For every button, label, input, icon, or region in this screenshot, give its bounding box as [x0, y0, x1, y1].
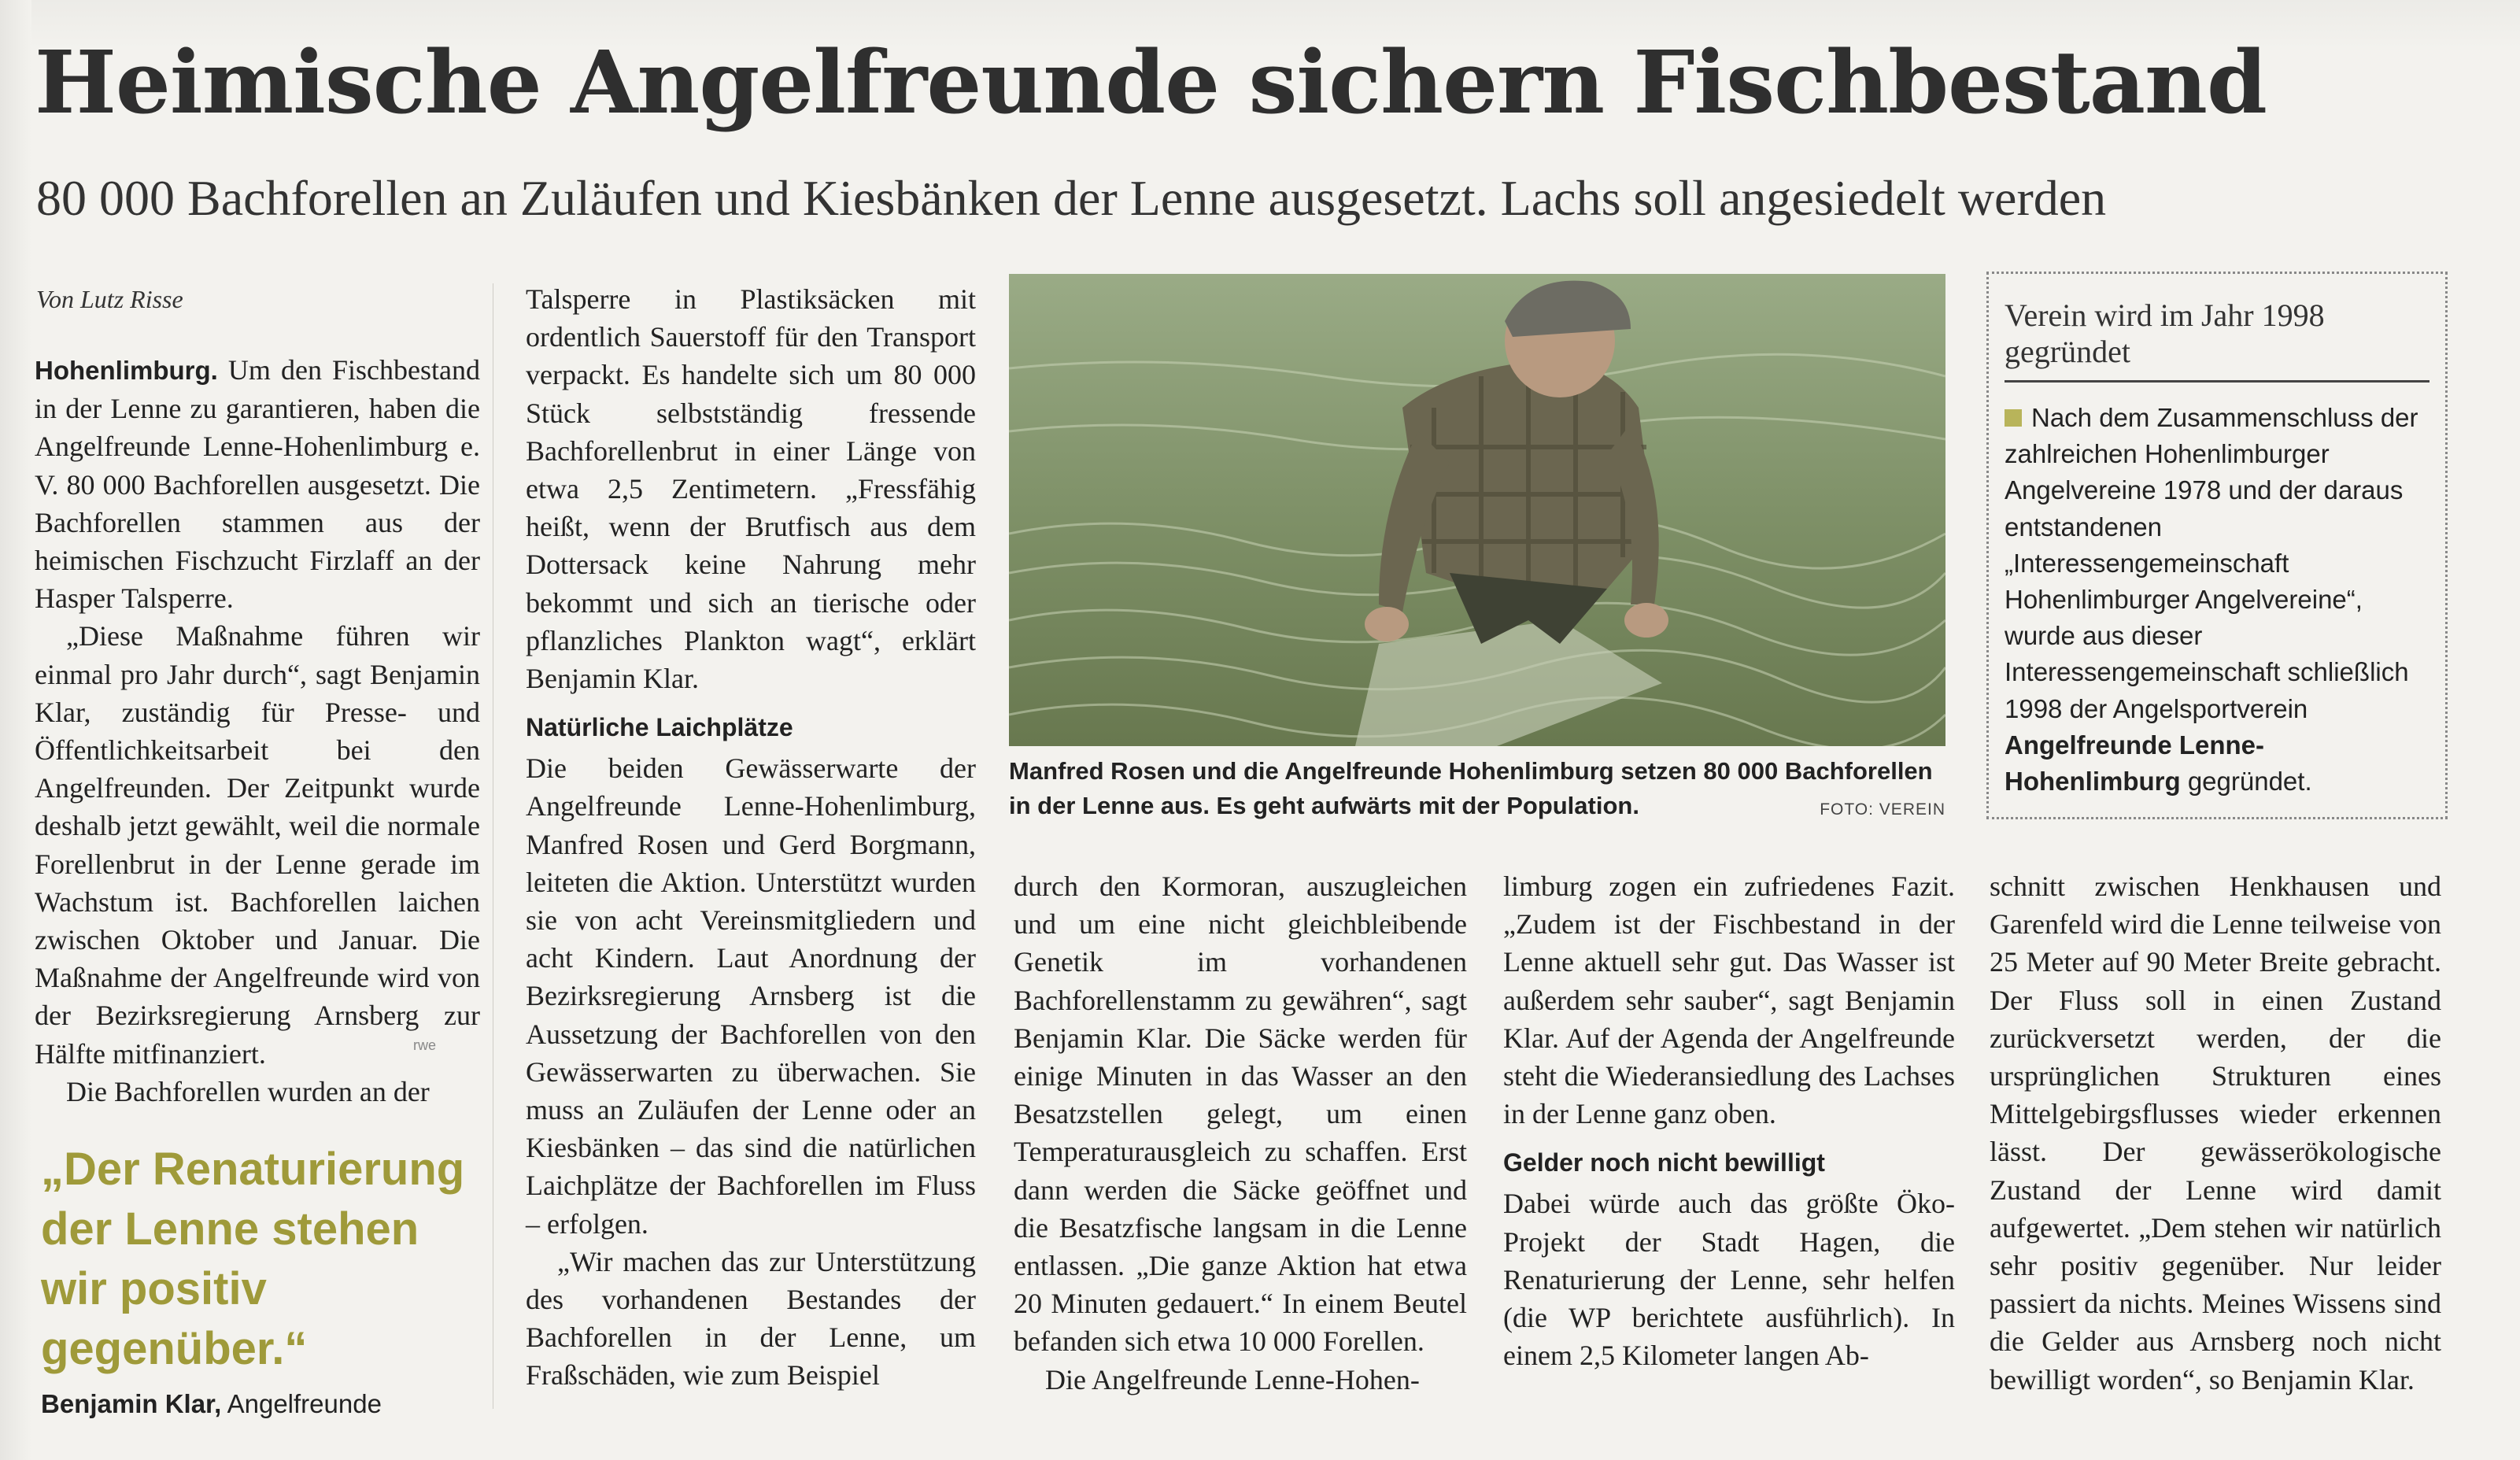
article-column-4: [1503, 867, 1955, 1374]
square-bullet-icon: [2005, 409, 2022, 427]
article-column-3: [1014, 867, 1467, 1399]
paragraph: „Diese Maßnahme führen wir einmal pro Jahr durch“, sagt Benjamin Klar, zuständig für Presse- und Öffentlichkeitsarbeit bei den Angelfreunden. Der Zeitpunkt wurde deshalb jetzt gewählt, weil die normale Forellenbrut in der Lenne gerade im Wachstum ist. Bachforellen laichen zwischen Oktober und Januar. Die Maßnahme der Angelfreunde wird von der Bezirksregierung Arnsberg zur Hälfte mitfinanziert.: [35, 620, 480, 1070]
paragraph: Die beiden Gewässerwarte der Angelfreunde Lenne-Hohenlimburg, Manfred Rosen und Gerd Borgmann, leiteten die Aktion. Unterstützt wurden sie von acht Vereinsmitgliedern und acht Kindern. Laut Anordnung der Bezirksregierung Arnsberg ist die Aussetzung der Bachforellen von den Gewässerwarten zu überwachen. Sie muss an Zuläufen der Lenne oder an Kiesbänken – das sind die natürlichen Laichplätze der Bachforellen im Fluss – erfolgen.: [526, 752, 976, 1240]
pull-quote-source: Benjamin Klar, Angelfreunde: [41, 1389, 382, 1418]
info-box-text: Nach dem Zusammenschluss der zahlreichen Hohenlimburger Angelvereine 1978 und der daraus entstandenen „Interessengemeinschaft Hohenlimburger Angelvereine“, wurde aus dieser Interessengemeinschaft schließlich 1998 der Angelsportverein Angelfreunde Lenne-Hohenlimburg gegründet.: [2005, 403, 2418, 797]
article-column-2: [526, 280, 976, 1395]
article-photo: [1009, 274, 1945, 746]
paragraph: Talsperre in Plastiksäcken mit ordentlich Sauerstoff für den Transport verpackt. Es handelte sich um 80 000 Stück selbstständig fressende Bachforellenbrut in einer Länge von etwa 2,5 Zentimetern. „Fressfähig heißt, wenn der Brutfisch aus dem Dottersack keine Nahrung mehr bekommt und sich an tierische oder pflanzliches Plankton wagt“, erklärt Benjamin Klar.: [526, 283, 976, 695]
paragraph: schnitt zwischen Henkhausen und Garenfeld wird die Lenne teilweise von 25 Meter auf 90 Meter Breite gebracht. Der Fluss soll in einen Zustand zurückversetzt werden, der die ursprünglichen Strukturen eines Mittelgebirgsflusses wieder erkennen lässt. Der gewässerökologische Zustand der Lenne wird damit aufgewertet. „Dem stehen wir natürlich sehr positiv gegenüber. Nur leider passiert da nichts. Meines Wissens sind die Gelder aus Arnsberg noch nicht bewilligt worden“, so Benjamin Klar.: [1990, 870, 2441, 1395]
paragraph: Die Angelfreunde Lenne-Hohen-: [1045, 1363, 1420, 1395]
paragraph: „Wir machen das zur Unterstützung des vorhandenen Bestandes der Bachforellen in der Lenne, um Fraßschäden, wie zum Beispiel: [526, 1245, 976, 1392]
byline: Von Lutz Risse: [36, 285, 183, 313]
paragraph: Dabei würde auch das größte Öko-Projekt der Stadt Hagen, die Renaturierung der Lenne, sehr helfen (die WP berichtete ausführlich). In einem 2,5 Kilometer langen Ab-: [1503, 1188, 1955, 1372]
section-heading: Gelder noch nicht bewilligt: [1503, 1148, 1825, 1177]
dateline: Hohenlimburg.: [35, 356, 218, 385]
info-box: [1986, 272, 2448, 819]
paper-left-edge: [0, 0, 31, 1460]
headline: Heimische Angelfreunde sichern Fischbestand: [35, 31, 2267, 133]
subheadline: 80 000 Bachforellen an Zuläufen und Kiesbänken der Lenne ausgesetzt. Lachs soll angesiedelt werden: [36, 170, 2107, 226]
pull-quote: „Der Renaturierung der Lenne stehen wir positiv gegenüber.“: [41, 1144, 465, 1374]
paragraph: Um den Fischbestand in der Lenne zu garantieren, haben die Angelfreunde Lenne-Hohenlimburg e. V. 80 000 Bachforellen ausgesetzt. Die Bachforellen stammen aus der heimischen Fischzucht Firzlaff an der Hasper Talsperre.: [35, 354, 480, 615]
photo-caption: Manfred Rosen und die Angelfreunde Hohenlimburg setzen 80 000 Bachforellen in der Lenne aus. Es geht aufwärts mit der Population.: [1009, 757, 1933, 819]
paragraph: Die Bachforellen wurden an der: [66, 1075, 430, 1107]
wp-mark: rwe: [413, 1037, 437, 1053]
paragraph: limburg zogen ein zufriedenes Fazit. „Zudem ist der Fischbestand in der Lenne aktuell sehr gut. Das Wasser ist außerdem sehr sauber“, sagt Benjamin Klar. Auf der Agenda der Angelfreunde steht die Wiederansiedlung des Lachses in der Lenne ganz oben.: [1503, 870, 1955, 1130]
photo-credit: FOTO: VEREIN: [1820, 800, 1945, 819]
paragraph: durch den Kormoran, auszugleichen und um eine nicht gleichbleibende Genetik im vorhandenen Bachforellenstamm zu gewähren“, sagt Benjamin Klar. Die Säcke werden für einige Minuten in das Wasser an den Besatzstellen gelegt, um einen Temperaturausgleich zu schaffen. Erst dann werden die Säcke geöffnet und die Besatzfische langsam in die Lenne entlassen. „Die ganze Aktion hat etwa 20 Minuten gedauert.“ In einem Beutel befanden sich etwa 10 000 Forellen.: [1014, 870, 1467, 1358]
info-box-title: Verein wird im Jahr 1998 gegründet: [2005, 298, 2325, 369]
section-heading: Natürliche Laichplätze: [526, 713, 793, 742]
info-box-rule: [2005, 380, 2429, 383]
article-column-5: [1990, 867, 2441, 1399]
article-column-1: [35, 351, 480, 1111]
photo-illustration: [1009, 274, 1945, 746]
